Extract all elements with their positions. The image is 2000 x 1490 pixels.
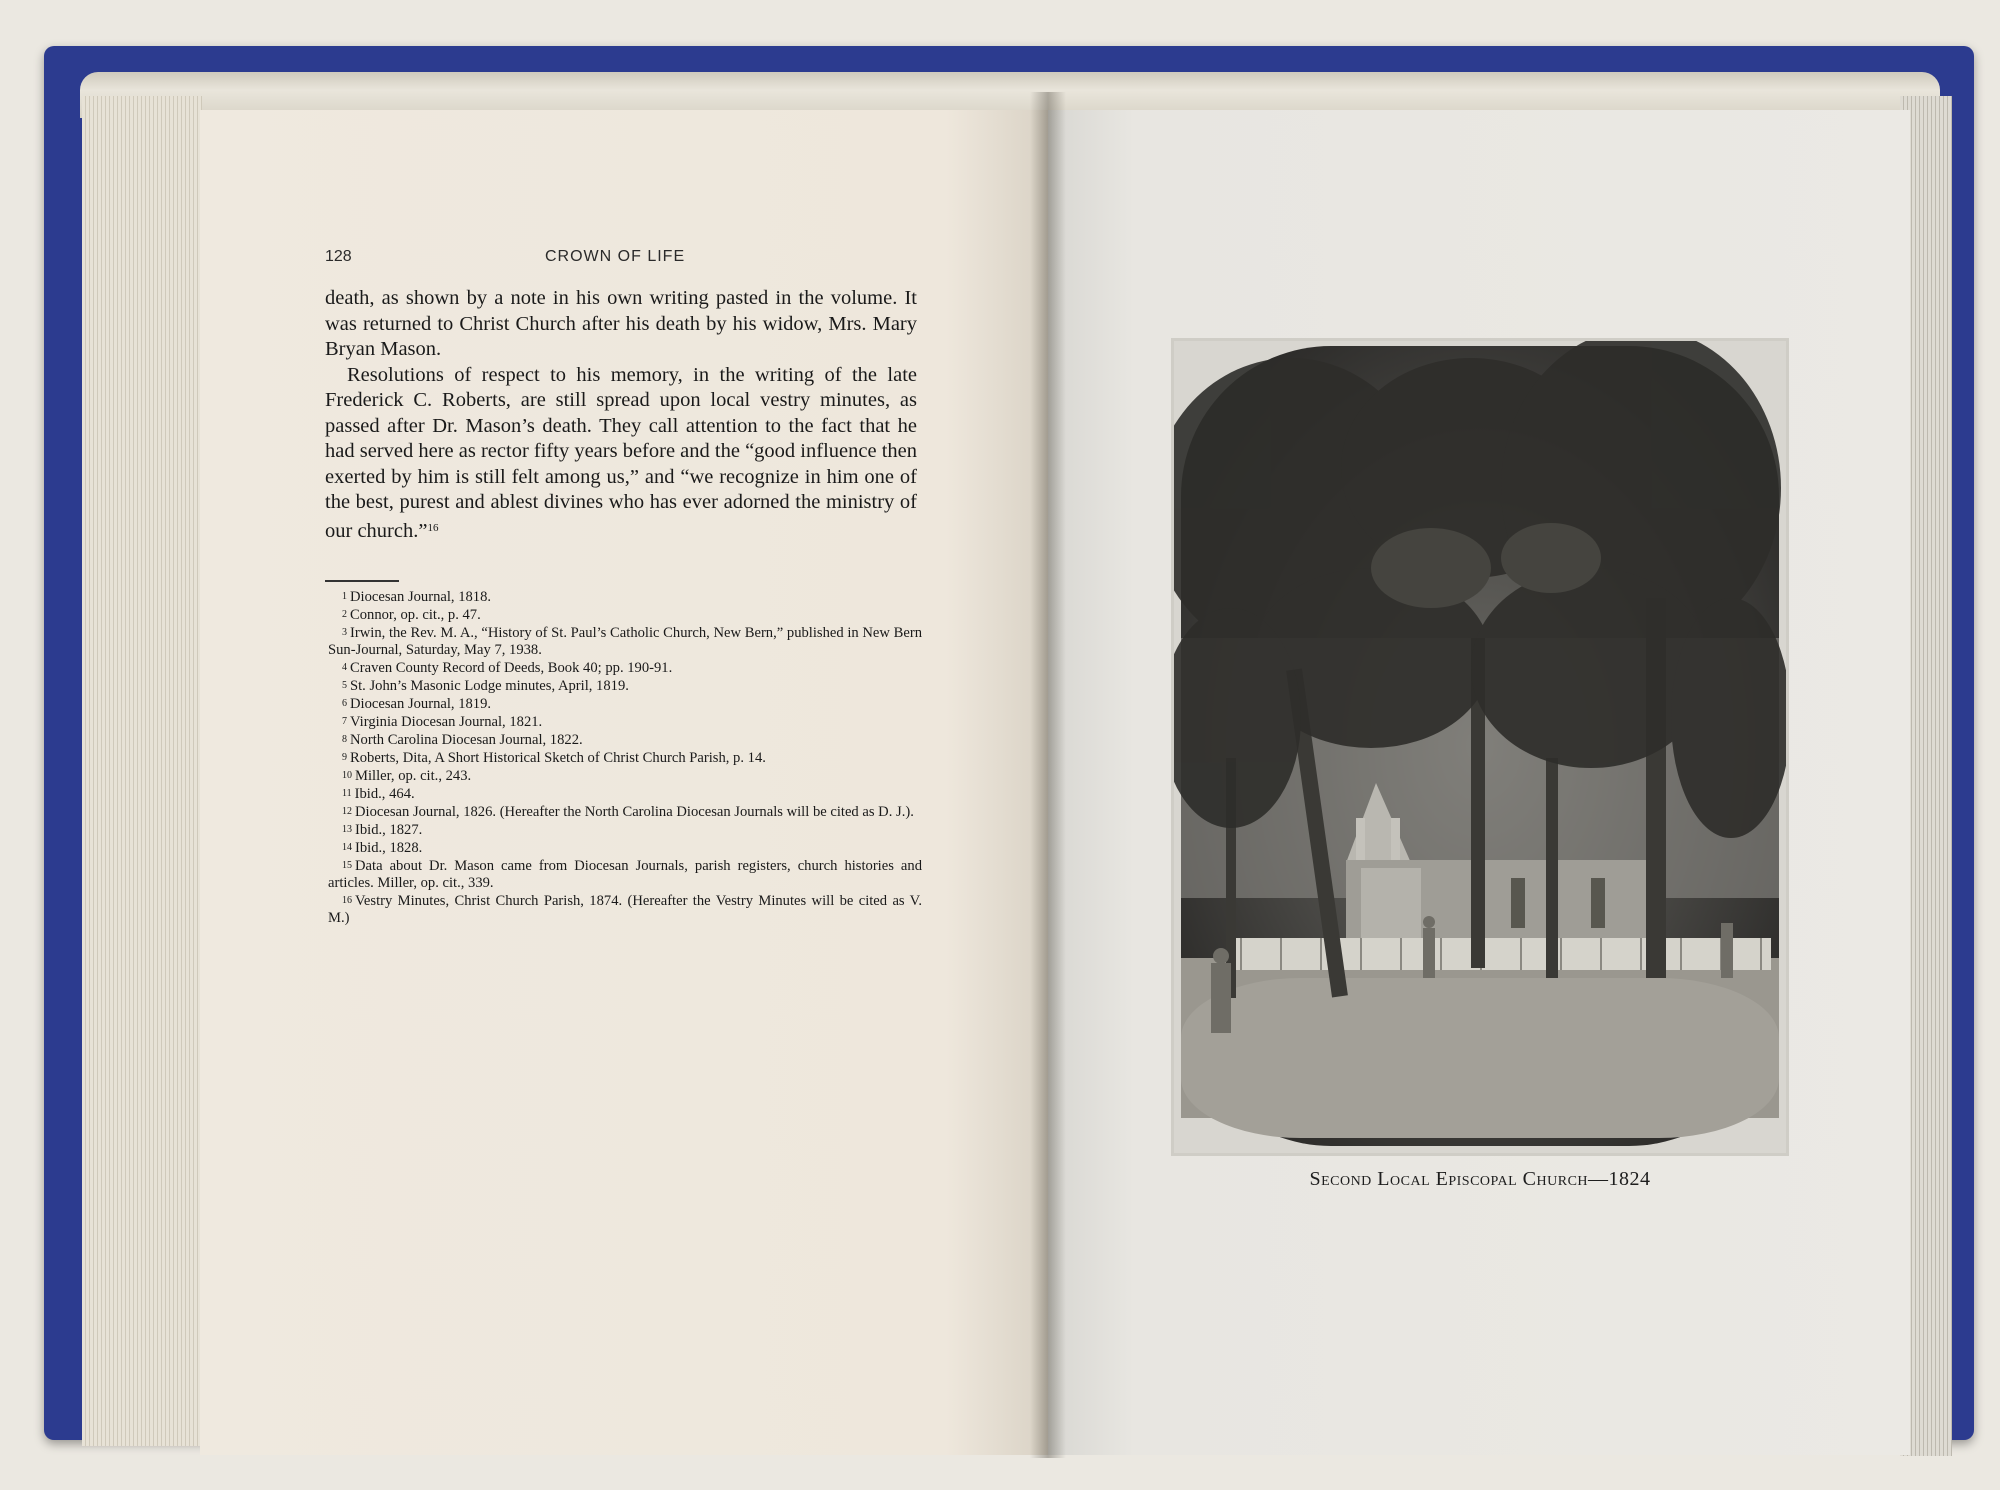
footnote-text: Connor, op. cit., p. 47. [350, 607, 481, 623]
book-gutter [1030, 92, 1066, 1458]
church-photograph [1171, 338, 1789, 1156]
footnote-text: Diocesan Journal, 1819. [350, 696, 492, 712]
footnote [328, 588, 922, 606]
footnote-text: Irwin, the Rev. M. A., “History of St. Paul’s Catholic Church, New Bern,” published in New Bern Sun-Journal, Saturday, May 7, 1938. [328, 625, 922, 658]
footnote-number: 15 [342, 860, 352, 871]
footnote-number: 11 [342, 788, 352, 799]
footnote [328, 857, 922, 892]
running-head [325, 248, 917, 272]
footnote [328, 839, 922, 857]
page-number: 128 [325, 248, 352, 265]
footnote-text: St. John’s Masonic Lodge minutes, April, 1819. [350, 678, 629, 694]
footnote-text: Ibid., 1828. [355, 840, 423, 856]
footnote [328, 767, 922, 785]
footnote-number: 2 [342, 609, 347, 620]
footnote-text: Ibid., 1827. [355, 822, 423, 838]
footnote-number: 5 [342, 680, 347, 691]
footnote-text: Vestry Minutes, Christ Church Parish, 1874. (Hereafter the Vestry Minutes will be cited as V. M.) [328, 893, 922, 926]
footnotes [328, 588, 922, 927]
footnote-number: 8 [342, 734, 347, 745]
footnote [328, 892, 922, 927]
footnote-text: Miller, op. cit., 243. [355, 768, 472, 784]
footnote-number: 10 [342, 770, 352, 781]
page-edges-left [82, 96, 202, 1446]
photo-caption: Second Local Episcopal Church—1824 [1309, 1168, 1651, 1190]
footnote-number: 3 [342, 627, 347, 638]
footnote [328, 821, 922, 839]
footnote [328, 713, 922, 731]
footnote-text: Diocesan Journal, 1818. [350, 589, 492, 605]
footnote [328, 695, 922, 713]
footnote-number: 1 [342, 591, 347, 602]
church-photo-illustration [1171, 338, 1789, 1156]
footnote-number: 13 [342, 824, 352, 835]
footnote [328, 731, 922, 749]
footnote [328, 785, 922, 803]
body-text [325, 286, 917, 544]
footnote-text: Virginia Diocesan Journal, 1821. [350, 714, 543, 730]
footnote-text: Craven County Record of Deeds, Book 40; pp. 190-91. [350, 660, 673, 676]
footnote-text: North Carolina Diocesan Journal, 1822. [350, 732, 583, 748]
footnote-number: 7 [342, 716, 347, 727]
note-reference: 16 [427, 521, 439, 534]
footnote [328, 659, 922, 677]
footnote-number: 6 [342, 698, 347, 709]
footnote-number: 14 [342, 842, 352, 853]
footnote-number: 9 [342, 752, 347, 763]
footnote-rule [325, 580, 399, 582]
footnote-text: Ibid., 464. [354, 786, 415, 802]
footnote [328, 606, 922, 624]
footnote [328, 803, 922, 821]
paragraph-text: Resolutions of respect to his memory, in the writing of the late Frederick C. Roberts, are still spread upon local vestry minutes, as passed after Dr. Mason’s death. They call attention to the fact that he had served here as rector fifty years before and the “good influence then exerted by him is still felt among us,” and “we recognize in him one of the best, purest and ablest divines who has ever adorned the ministry of our church.” [325, 363, 917, 542]
paragraph: death, as shown by a note in his own writing pasted in the volume. It was returned to Christ Church after his death by his widow, Mrs. Mary Bryan Mason. [325, 287, 917, 360]
footnote-text: Roberts, Dita, A Short Historical Sketch of Christ Church Parish, p. 14. [350, 750, 766, 766]
footnote-number: 12 [342, 806, 352, 817]
footnote [328, 624, 922, 659]
footnote-text: Diocesan Journal, 1826. (Hereafter the North Carolina Diocesan Journals will be cited as D. J.). [355, 804, 914, 820]
footnote-text: Data about Dr. Mason came from Diocesan Journals, parish registers, church histories and articles. Miller, op. cit., 339. [328, 858, 922, 891]
footnote-number: 16 [342, 895, 352, 906]
paragraph [325, 363, 917, 545]
running-head-title: CROWN OF LIFE [545, 248, 686, 265]
footnote [328, 749, 922, 767]
footnote-number: 4 [342, 662, 347, 673]
footnote [328, 677, 922, 695]
